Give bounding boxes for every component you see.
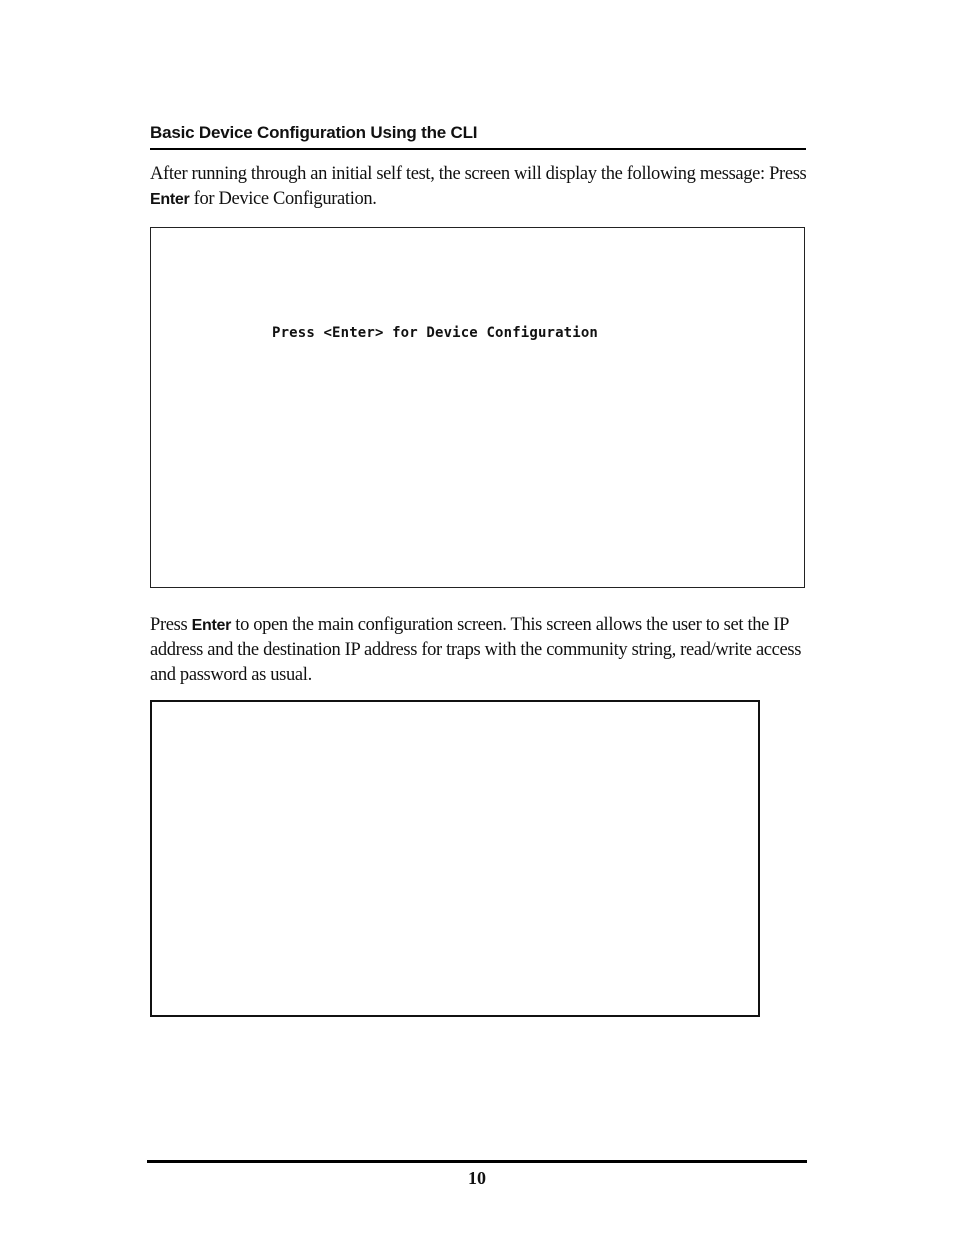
- terminal-prompt-text: Press <Enter> for Device Configuration: [272, 325, 598, 341]
- page-number: 10: [468, 1168, 486, 1188]
- intro-text-end: for Device Configuration.: [189, 189, 377, 209]
- footer-rule: [147, 1160, 807, 1163]
- config-text-end: to open the main configuration screen. This screen allows the user to set the IP address and the destination IP address for traps with the community string, read/write access and password as usual.: [150, 615, 802, 685]
- intro-enter-key: Enter: [150, 191, 190, 208]
- heading-rule: [150, 148, 806, 150]
- config-enter-key: Enter: [191, 617, 231, 634]
- config-text-start: Press: [150, 615, 192, 635]
- config-paragraph: [150, 613, 810, 688]
- section-heading: Basic Device Configuration Using the CLI: [150, 123, 478, 142]
- terminal-screenshot-prompt: [150, 227, 805, 588]
- intro-paragraph: [150, 162, 810, 212]
- intro-text-start: After running through an initial self test, the screen will display the following message: Press: [150, 164, 807, 184]
- terminal-screenshot-config: [150, 700, 760, 1017]
